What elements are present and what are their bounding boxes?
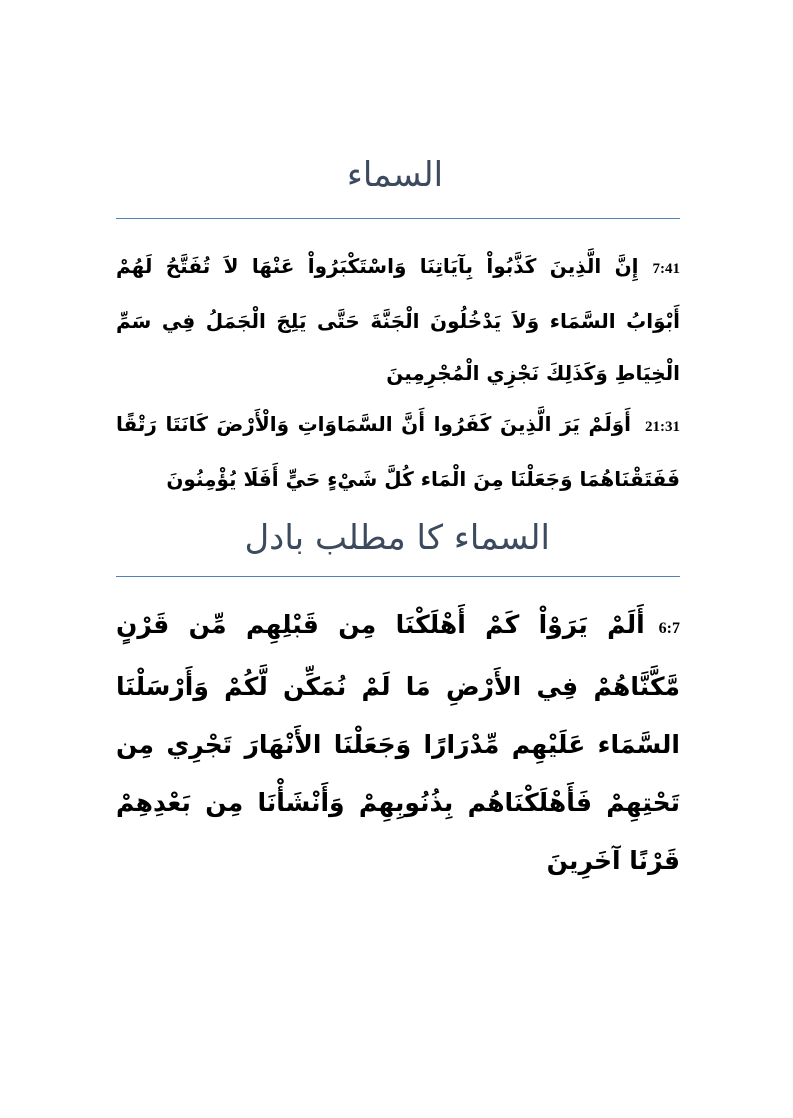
verse-reference: 6:7 xyxy=(658,620,680,637)
heading-divider xyxy=(116,218,680,219)
verse-reference: 21:31 xyxy=(645,419,680,435)
verse-7-41 xyxy=(116,240,680,399)
verse-text: أَلَمْ يَرَوْاْ كَمْ أَهْلَكْنَا مِن قَبْلِهِم مِّن قَرْنٍ مَّكَّنَّاهُمْ فِي الأَرْضِ مَا لَمْ نُمَكِّن لَّكُمْ وَأَرْسَلْنَا السَّمَاء عَلَيْهِم مِّدْرَارًا وَجَعَلْنَا الأَنْهَارَ تَجْرِي مِن تَحْتِهِمْ فَأَهْلَكْنَاهُم بِذُنُوبِهِمْ وَأَنْشَأْنَا مِن بَعْدِهِمْ قَرْنًا آخَرِينَ xyxy=(116,610,680,875)
section-heading-sama-meaning-cloud: السماء کا مطلب بادل xyxy=(244,518,550,558)
verse-6-7 xyxy=(116,596,680,890)
heading-divider xyxy=(116,576,680,577)
section-heading-sama: السماء xyxy=(346,155,444,195)
verse-reference: 7:41 xyxy=(652,261,680,277)
verse-text: أَوَلَمْ يَرَ الَّذِينَ كَفَرُوا أَنَّ السَّمَاوَاتِ وَالْأَرْضَ كَانَتَا رَتْقًا فَفَتَقْنَاهُمَا وَجَعَلْنَا مِنَ الْمَاء كُلَّ شَيْءٍ حَيٍّ أَفَلَا يُؤْمِنُونَ xyxy=(116,412,680,491)
verse-text: إِنَّ الَّذِينَ كَذَّبُواْ بِآيَاتِنَا وَاسْتَكْبَرُواْ عَنْهَا لاَ تُفَتَّحُ لَهُمْ أَبْوَابُ السَّمَاء وَلاَ يَدْخُلُونَ الْجَنَّةَ حَتَّى يَلِجَ الْجَمَلُ فِي سَمِّ الْخِيَاطِ وَكَذَلِكَ نَجْزِي الْمُجْرِمِينَ xyxy=(116,254,680,385)
verse-21-31 xyxy=(116,398,680,505)
